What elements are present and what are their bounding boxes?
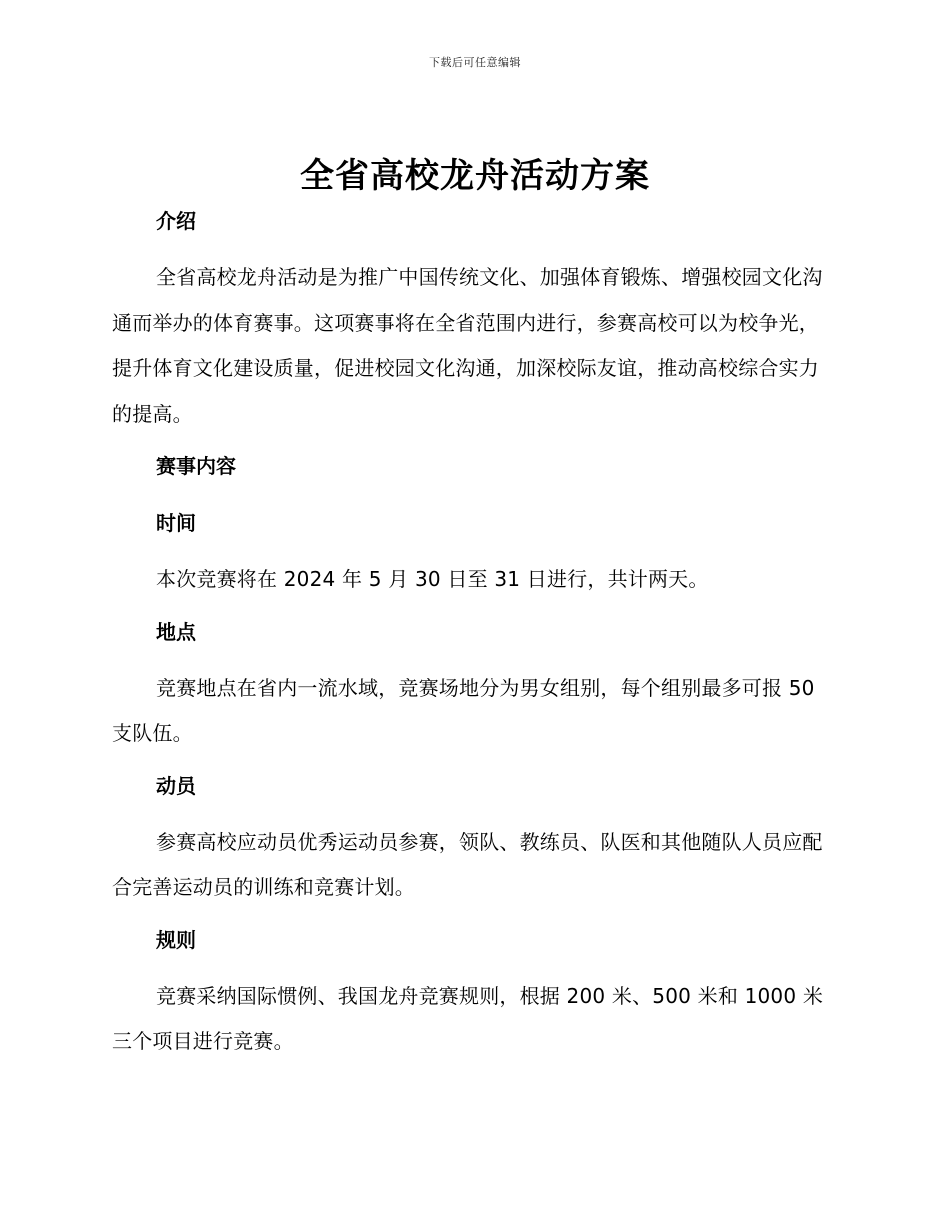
section-body-rules: 竞赛采纳国际惯例、我国龙舟竞赛规则，根据 200 米、500 米和 1000 米三个项目进行竞赛。 <box>112 983 824 1053</box>
section-body-location: 竞赛地点在省内一流水域，竞赛场地分为男女组别，每个组别最多可报 50 支队伍。 <box>112 675 815 745</box>
section-heading-rules: 规则 <box>156 927 196 952</box>
section-heading-location: 地点 <box>156 619 196 644</box>
document-title: 全省高校龙舟活动方案 <box>300 156 650 196</box>
section-body-time: 本次竞赛将在 2024 年 5 月 30 日至 31 日进行，共计两天。 <box>156 567 709 591</box>
section-heading-mobilization: 动员 <box>156 773 196 798</box>
section-heading-intro: 介绍 <box>156 209 196 233</box>
section-heading-time: 时间 <box>156 511 196 535</box>
section-body-intro: 全省高校龙舟活动是为推广中国传统文化、加强体育锻炼、增强校园文化沟通而举办的体育赛事。这项赛事将在全省范围内进行，参赛高校可以为校争光，提升体育文化建设质量，促进校园文化沟通，加深校际友谊，推动高校综合实力的提高。 <box>112 265 823 426</box>
section-body-mobilization: 参赛高校应动员优秀运动员参赛，领队、教练员、队医和其他随队人员应配合完善运动员的训练和竞赛计划。 <box>112 829 823 899</box>
document-body <box>112 205 832 1065</box>
section-heading-content: 赛事内容 <box>156 454 236 478</box>
page-header-note: 下载后可任意编辑 <box>429 56 521 69</box>
